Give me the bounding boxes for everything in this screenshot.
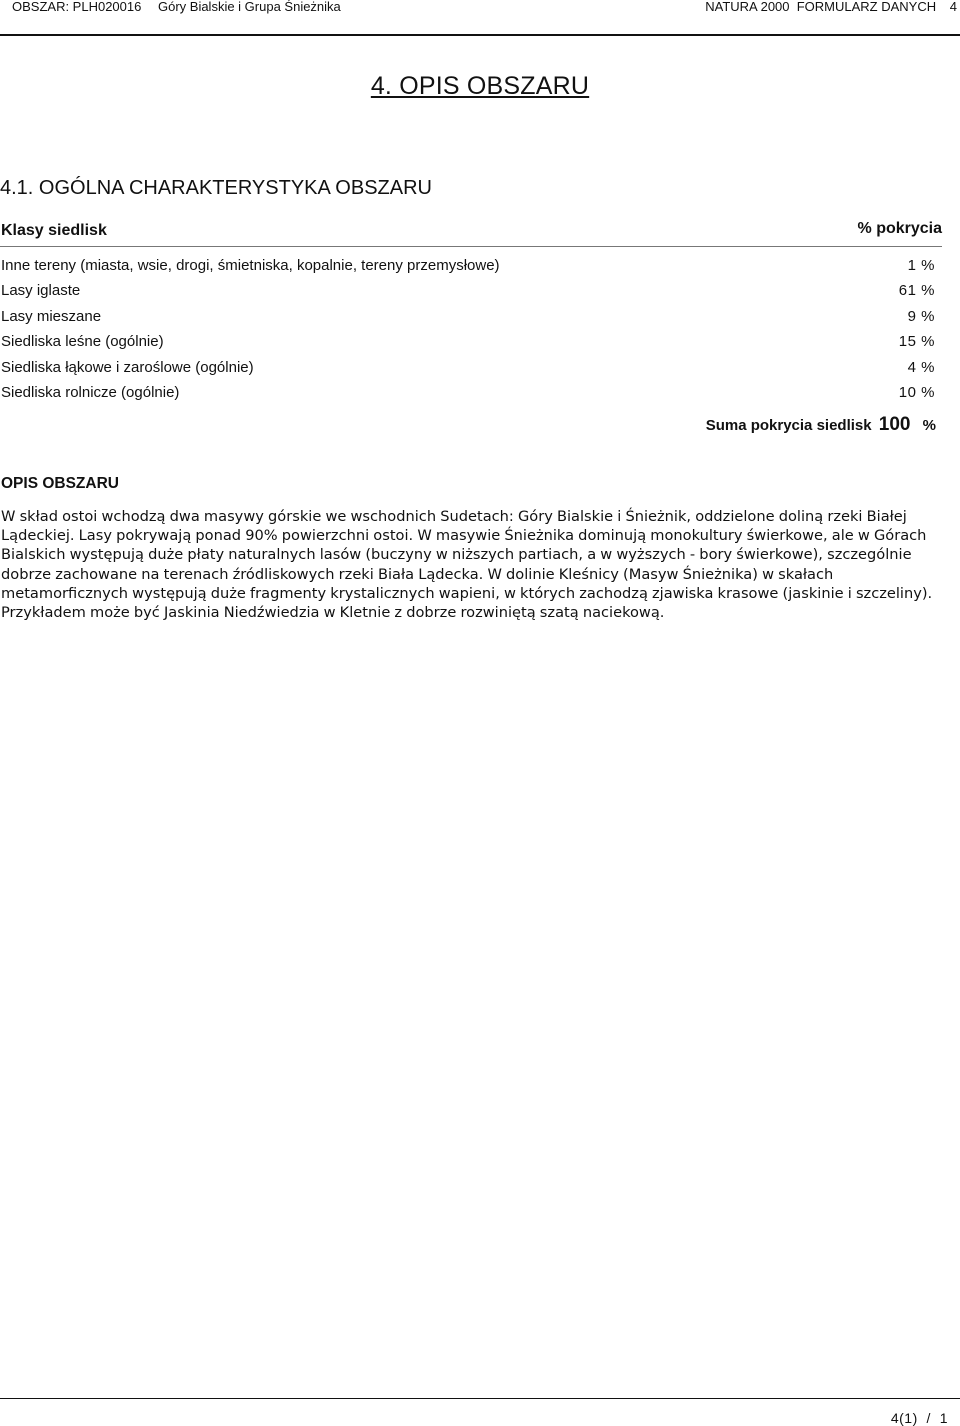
- habitat-name: Lasy mieszane: [1, 307, 102, 325]
- habitat-coverage: 9 %: [907, 307, 935, 325]
- site-name: Góry Bialskie i Grupa Śnieżnika: [157, 0, 341, 14]
- section-title: 4.1. OGÓLNA CHARAKTERYSTYKA OBSZARU: [0, 177, 432, 199]
- section-number: 4: [949, 0, 957, 14]
- table-row: [0, 358, 942, 383]
- sum-label: Suma pokrycia siedlisk: [705, 417, 872, 434]
- habitat-name: Siedliska leśne (ogólnie): [1, 333, 164, 351]
- table-row: [0, 383, 942, 408]
- description-title: OPIS OBSZARU: [1, 475, 119, 492]
- table-row: [0, 256, 942, 281]
- habitat-class-header: Klasy siedlisk: [1, 222, 107, 239]
- form-name: NATURA 2000 FORMULARZ DANYCH: [705, 0, 937, 14]
- page-footer: [0, 1398, 960, 1426]
- habitat-coverage: 61 %: [898, 282, 935, 300]
- table-row: [0, 307, 942, 332]
- habitat-coverage: 10 %: [898, 383, 935, 401]
- site-code: OBSZAR: PLH020016: [12, 0, 142, 14]
- header-left: [12, 0, 354, 14]
- habitat-coverage: 15 %: [898, 333, 935, 351]
- sum-unit: %: [922, 417, 936, 434]
- sum-value: 100: [878, 414, 911, 435]
- page-header: [0, 0, 960, 36]
- habitat-name: Lasy iglaste: [1, 282, 81, 300]
- habitat-table: [0, 256, 942, 408]
- habitat-table-header: [0, 220, 942, 247]
- coverage-sum: [706, 414, 936, 436]
- habitat-name: Siedliska łąkowe i zaroślowe (ogólnie): [1, 358, 254, 376]
- description-text: W skład ostoi wchodzą dwa masywy górskie we wschodnich Sudetach: Góry Bialskie i Śnieżnik, oddzielone doliną rzeki Białej Lądeckiej. Lasy pokrywają ponad 90% powierzchni ostoi. W masywie Śnieżnika dominują monokultury świerkowe, ale w Górach Bialskich występują duże płaty naturalnych lasów (buczyny w niższych partiach, a w wyższych - bory świerkowe), szczególnie dobrze zachowane na terenach źródliskowych rzeki Biała Lądecka. W dolinie Kleśnicy (Masyw Śnieżnika) w skałach metamorficznych występują duże fragmenty krystalicznych wapieni, w których zachodzą zjawiska krasowe (jaskinie i szczeliny). Przykładem może być Jaskinia Niedźwiedzia w Kletnie z dobrze rozwiniętą szatą naciekową.: [1, 508, 933, 622]
- habitat-name: Inne tereny (miasta, wsie, drogi, śmietniska, kopalnie, tereny przemysłowe): [1, 257, 500, 274]
- page-title: 4. OPIS OBSZARU: [370, 72, 590, 100]
- coverage-header: % pokrycia: [857, 220, 942, 237]
- habitat-coverage: 1 %: [907, 257, 935, 274]
- table-row: [0, 332, 942, 357]
- habitat-name: Siedliska rolnicze (ogólnie): [1, 383, 180, 401]
- header-right: [701, 0, 957, 14]
- page-number: 4(1) / 1: [890, 1410, 948, 1426]
- table-row: [0, 281, 942, 306]
- habitat-coverage: 4 %: [907, 358, 935, 376]
